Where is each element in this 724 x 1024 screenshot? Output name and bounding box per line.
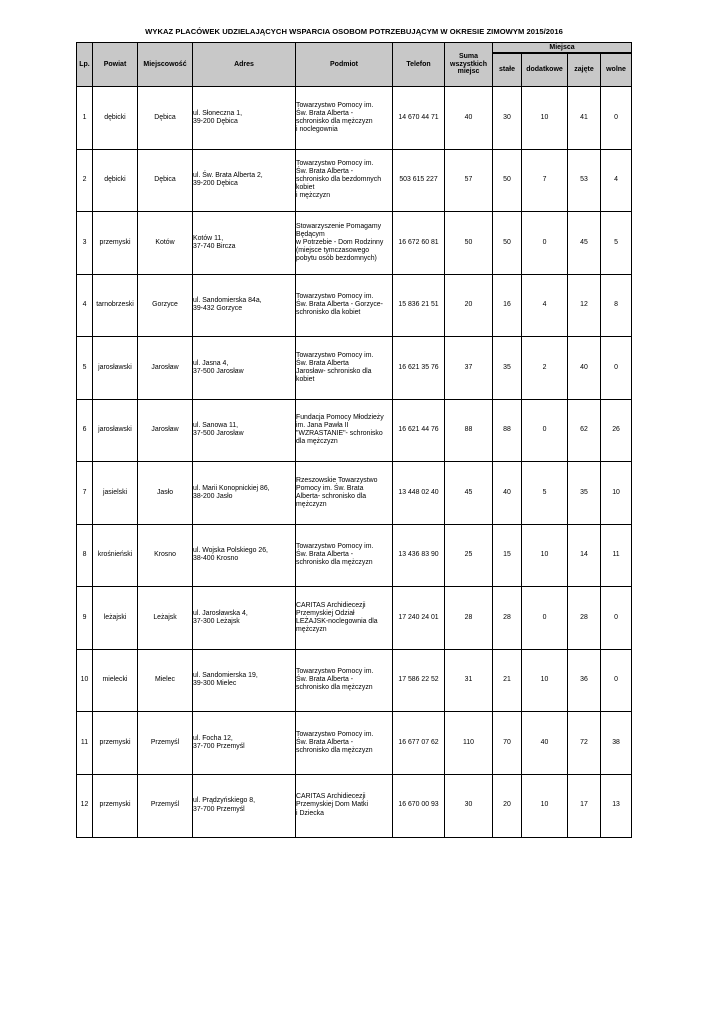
cell-wolne: 8 — [601, 274, 632, 337]
table-row — [77, 524, 632, 587]
header-stale: stałe — [493, 53, 522, 87]
cell-adres: ul. Sanowa 11, 37-500 Jarosław — [193, 399, 296, 462]
cell-miejscowosc: Gorzyce — [138, 274, 193, 337]
cell-suma: 50 — [445, 212, 493, 275]
cell-wolne: 0 — [601, 587, 632, 650]
cell-powiat: leżajski — [93, 587, 138, 650]
cell-lp: 8 — [77, 524, 93, 587]
header-miejscowosc: Miejscowość — [138, 43, 193, 87]
cell-powiat: tarnobrzeski — [93, 274, 138, 337]
facilities-table — [76, 42, 632, 838]
cell-miejscowosc: Przemyśl — [138, 774, 193, 837]
cell-stale: 28 — [493, 587, 522, 650]
cell-powiat: dębicki — [93, 87, 138, 150]
cell-dodatkowe: 5 — [522, 462, 568, 525]
cell-suma: 30 — [445, 774, 493, 837]
cell-wolne: 10 — [601, 462, 632, 525]
cell-stale: 21 — [493, 649, 522, 712]
cell-miejscowosc: Jarosław — [138, 337, 193, 400]
header-lp: Lp. — [77, 43, 93, 87]
cell-podmiot: Towarzystwo Pomocy im. Św. Brata Alberta - schronisko dla bezdomnych kobiet i mężczyzn — [296, 149, 393, 212]
cell-adres: Kotów 11, 37-740 Bircza — [193, 212, 296, 275]
cell-wolne: 5 — [601, 212, 632, 275]
table-row — [77, 462, 632, 525]
cell-lp: 12 — [77, 774, 93, 837]
cell-stale: 16 — [493, 274, 522, 337]
cell-miejscowosc: Kotów — [138, 212, 193, 275]
cell-dodatkowe: 0 — [522, 212, 568, 275]
cell-powiat: mielecki — [93, 649, 138, 712]
cell-zajete: 45 — [568, 212, 601, 275]
cell-powiat: jasielski — [93, 462, 138, 525]
cell-powiat: krośnieński — [93, 524, 138, 587]
cell-lp: 4 — [77, 274, 93, 337]
table-row — [77, 274, 632, 337]
cell-wolne: 11 — [601, 524, 632, 587]
header-powiat: Powiat — [93, 43, 138, 87]
cell-zajete: 72 — [568, 712, 601, 775]
cell-adres: ul. Focha 12, 37-700 Przemyśl — [193, 712, 296, 775]
cell-dodatkowe: 0 — [522, 587, 568, 650]
cell-suma: 45 — [445, 462, 493, 525]
cell-lp: 1 — [77, 87, 93, 150]
cell-adres: ul. Jasna 4, 37-500 Jarosław — [193, 337, 296, 400]
cell-stale: 88 — [493, 399, 522, 462]
cell-powiat: przemyski — [93, 774, 138, 837]
cell-dodatkowe: 10 — [522, 649, 568, 712]
cell-dodatkowe: 7 — [522, 149, 568, 212]
cell-stale: 70 — [493, 712, 522, 775]
cell-podmiot: Towarzystwo Pomocy im. Św. Brata Alberta - Gorzyce- schronisko dla kobiet — [296, 274, 393, 337]
header-adres: Adres — [193, 43, 296, 87]
cell-miejscowosc: Mielec — [138, 649, 193, 712]
cell-stale: 20 — [493, 774, 522, 837]
cell-zajete: 12 — [568, 274, 601, 337]
cell-suma: 28 — [445, 587, 493, 650]
table-body — [77, 87, 632, 838]
document-title: WYKAZ PLACÓWEK UDZIELAJĄCYCH WSPARCIA OSOBOM POTRZEBUJĄCYM W OKRESIE ZIMOWYM 2015/2016 — [145, 27, 563, 36]
cell-dodatkowe: 2 — [522, 337, 568, 400]
header-suma: Suma wszystkich miejsc — [445, 43, 493, 87]
cell-podmiot: Fundacja Pomocy Młodzieży im. Jana Pawła II "WZRASTANIE"- schronisko dla mężczyzn — [296, 399, 393, 462]
cell-powiat: przemyski — [93, 212, 138, 275]
cell-adres: ul. Wojska Polskiego 26, 38-400 Krosno — [193, 524, 296, 587]
cell-miejscowosc: Przemyśl — [138, 712, 193, 775]
cell-wolne: 26 — [601, 399, 632, 462]
cell-zajete: 36 — [568, 649, 601, 712]
cell-suma: 57 — [445, 149, 493, 212]
cell-lp: 7 — [77, 462, 93, 525]
cell-wolne: 4 — [601, 149, 632, 212]
table-row — [77, 337, 632, 400]
table-row — [77, 649, 632, 712]
cell-adres: ul. Sandomierska 19, 39-300 Mielec — [193, 649, 296, 712]
header-dodatkowe: dodatkowe — [522, 53, 568, 87]
cell-stale: 40 — [493, 462, 522, 525]
cell-telefon: 17 586 22 52 — [393, 649, 445, 712]
cell-suma: 25 — [445, 524, 493, 587]
table-row — [77, 587, 632, 650]
cell-suma: 37 — [445, 337, 493, 400]
cell-stale: 35 — [493, 337, 522, 400]
cell-zajete: 35 — [568, 462, 601, 525]
cell-powiat: dębicki — [93, 149, 138, 212]
cell-telefon: 13 436 83 90 — [393, 524, 445, 587]
cell-lp: 5 — [77, 337, 93, 400]
cell-powiat: przemyski — [93, 712, 138, 775]
cell-zajete: 14 — [568, 524, 601, 587]
cell-suma: 20 — [445, 274, 493, 337]
cell-lp: 11 — [77, 712, 93, 775]
cell-telefon: 15 836 21 51 — [393, 274, 445, 337]
cell-wolne: 38 — [601, 712, 632, 775]
cell-adres: ul. Sandomierska 84a, 39-432 Gorzyce — [193, 274, 296, 337]
table-row — [77, 212, 632, 275]
cell-lp: 9 — [77, 587, 93, 650]
cell-miejscowosc: Dębica — [138, 149, 193, 212]
cell-lp: 3 — [77, 212, 93, 275]
cell-wolne: 0 — [601, 337, 632, 400]
cell-miejscowosc: Jasło — [138, 462, 193, 525]
cell-telefon: 14 670 44 71 — [393, 87, 445, 150]
cell-podmiot: Towarzystwo Pomocy im. Św. Brata Alberta - schronisko dla mężczyzn — [296, 524, 393, 587]
header-miejsca: Miejsca — [493, 43, 632, 54]
cell-telefon: 17 240 24 01 — [393, 587, 445, 650]
cell-dodatkowe: 40 — [522, 712, 568, 775]
cell-telefon: 16 621 44 76 — [393, 399, 445, 462]
cell-dodatkowe: 10 — [522, 524, 568, 587]
table-row — [77, 87, 632, 150]
cell-suma: 88 — [445, 399, 493, 462]
cell-telefon: 16 677 07 62 — [393, 712, 445, 775]
cell-podmiot: Rzeszowskie Towarzystwo Pomocy im. Św. Brata Alberta- schronisko dla mężczyzn — [296, 462, 393, 525]
cell-miejscowosc: Krosno — [138, 524, 193, 587]
cell-podmiot: Stowarzyszenie Pomagamy Będącym w Potrzebie - Dom Rodzinny (miejsce tymczasowego pobytu osób bezdomnych) — [296, 212, 393, 275]
header-zajete: zajęte — [568, 53, 601, 87]
cell-suma: 31 — [445, 649, 493, 712]
cell-podmiot: Towarzystwo Pomocy im. Św. Brata Alberta - schronisko dla mężczyzn — [296, 712, 393, 775]
cell-zajete: 40 — [568, 337, 601, 400]
cell-suma: 40 — [445, 87, 493, 150]
cell-miejscowosc: Dębica — [138, 87, 193, 150]
cell-wolne: 0 — [601, 649, 632, 712]
cell-podmiot: Towarzystwo Pomocy im. Św. Brata Alberta - schronisko dla mężczyzn i noclegownia — [296, 87, 393, 150]
cell-lp: 6 — [77, 399, 93, 462]
table-row — [77, 149, 632, 212]
header-wolne: wolne — [601, 53, 632, 87]
cell-podmiot: Towarzystwo Pomocy im. Św. Brata Alberta Jarosław- schronisko dla kobiet — [296, 337, 393, 400]
cell-dodatkowe: 10 — [522, 774, 568, 837]
cell-zajete: 28 — [568, 587, 601, 650]
cell-suma: 110 — [445, 712, 493, 775]
cell-powiat: jarosławski — [93, 337, 138, 400]
cell-stale: 30 — [493, 87, 522, 150]
cell-adres: ul. Słoneczna 1, 39-200 Dębica — [193, 87, 296, 150]
cell-podmiot: CARITAS Archidiecezji Przemyskiej Dom Matki i Dziecka — [296, 774, 393, 837]
cell-podmiot: Towarzystwo Pomocy im. Św. Brata Alberta - schronisko dla mężczyzn — [296, 649, 393, 712]
cell-powiat: jarosławski — [93, 399, 138, 462]
table-row — [77, 712, 632, 775]
cell-zajete: 53 — [568, 149, 601, 212]
cell-telefon: 16 621 35 76 — [393, 337, 445, 400]
cell-telefon: 16 670 00 93 — [393, 774, 445, 837]
table-row — [77, 399, 632, 462]
cell-podmiot: CARITAS Archidiecezji Przemyskiej Odział LEŻAJSK-noclegownia dla mężczyzn — [296, 587, 393, 650]
cell-zajete: 41 — [568, 87, 601, 150]
cell-telefon: 13 448 02 40 — [393, 462, 445, 525]
cell-zajete: 62 — [568, 399, 601, 462]
cell-wolne: 0 — [601, 87, 632, 150]
cell-wolne: 13 — [601, 774, 632, 837]
cell-miejscowosc: Leżajsk — [138, 587, 193, 650]
cell-lp: 10 — [77, 649, 93, 712]
cell-lp: 2 — [77, 149, 93, 212]
cell-miejscowosc: Jarosław — [138, 399, 193, 462]
cell-dodatkowe: 0 — [522, 399, 568, 462]
cell-dodatkowe: 4 — [522, 274, 568, 337]
cell-adres: ul. Prądzyńskiego 8, 37-700 Przemyśl — [193, 774, 296, 837]
table-row — [77, 774, 632, 837]
cell-adres: ul. Marii Konopnickiej 86, 38-200 Jasło — [193, 462, 296, 525]
cell-adres: ul. Jarosławska 4, 37-300 Leżajsk — [193, 587, 296, 650]
header-podmiot: Podmiot — [296, 43, 393, 87]
header-telefon: Telefon — [393, 43, 445, 87]
cell-stale: 15 — [493, 524, 522, 587]
cell-dodatkowe: 10 — [522, 87, 568, 150]
cell-adres: ul. Św. Brata Alberta 2, 39-200 Dębica — [193, 149, 296, 212]
cell-telefon: 16 672 60 81 — [393, 212, 445, 275]
cell-stale: 50 — [493, 212, 522, 275]
cell-telefon: 503 615 227 — [393, 149, 445, 212]
cell-zajete: 17 — [568, 774, 601, 837]
cell-stale: 50 — [493, 149, 522, 212]
